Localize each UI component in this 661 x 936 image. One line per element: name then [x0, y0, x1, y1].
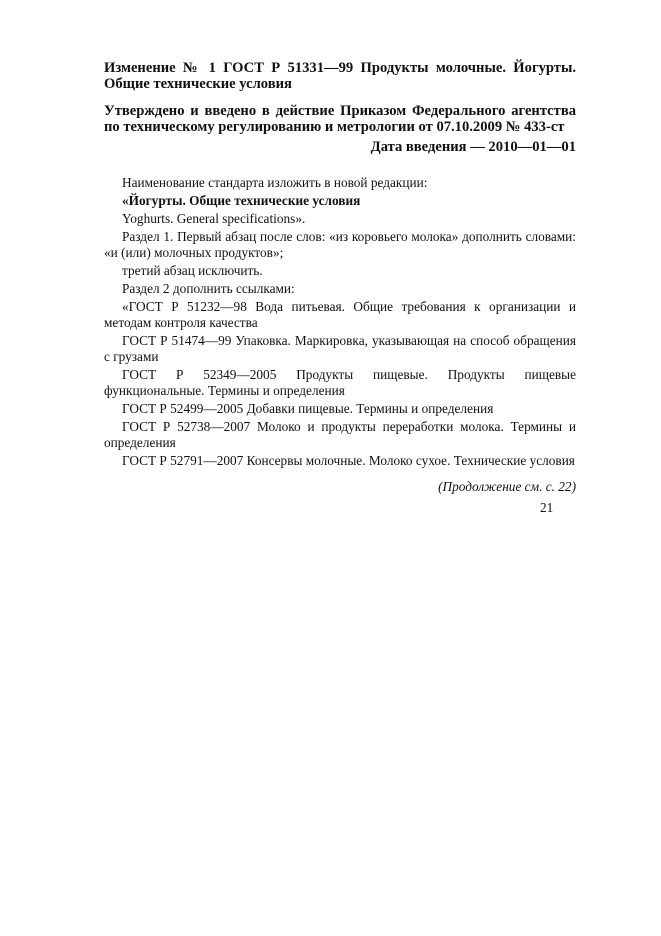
reference-item: «ГОСТ Р 51232—98 Вода питьевая. Общие требования к организации и методам контроля качества: [104, 299, 576, 330]
amendment-body: [104, 175, 576, 469]
effective-date: Дата введения — 2010—01—01: [370, 139, 576, 155]
approval-statement: Утверждено и введено в действие Приказом Федерального агентства по техническому регулированию и метрологии от 07.10.2009 № 433-ст: [104, 103, 576, 135]
reference-item: ГОСТ Р 52499—2005 Добавки пищевые. Термины и определения: [122, 401, 494, 416]
reference-item: ГОСТ Р 52349—2005 Продукты пищевые. Продукты пищевые функциональные. Термины и определения: [104, 367, 576, 398]
new-title-ru: «Йогурты. Общие технические условия: [122, 193, 361, 208]
paragraph: Раздел 2 дополнить ссылками:: [122, 281, 295, 296]
paragraph: Раздел 1. Первый абзац после слов: «из коровьего молока» дополнить словами: «и (или) молочных продуктов»;: [104, 229, 576, 260]
continuation-note: (Продолжение см. с. 22): [438, 479, 576, 494]
paragraph: третий абзац исключить.: [122, 263, 263, 278]
paragraph: Наименование стандарта изложить в новой редакции:: [122, 175, 428, 190]
page-number: 21: [540, 500, 554, 515]
reference-item: ГОСТ Р 52791—2007 Консервы молочные. Молоко сухое. Технические условия: [122, 453, 575, 468]
document-page: [104, 60, 576, 508]
reference-item: ГОСТ Р 51474—99 Упаковка. Маркировка, указывающая на способ обращения с грузами: [104, 333, 576, 364]
new-title-en: Yoghurts. General specifications».: [122, 211, 306, 226]
document-title: Изменение № 1 ГОСТ Р 51331—99 Продукты молочные. Йогурты. Общие технические условия: [104, 60, 576, 92]
reference-item: ГОСТ Р 52738—2007 Молоко и продукты переработки молока. Термины и определения: [104, 419, 576, 450]
